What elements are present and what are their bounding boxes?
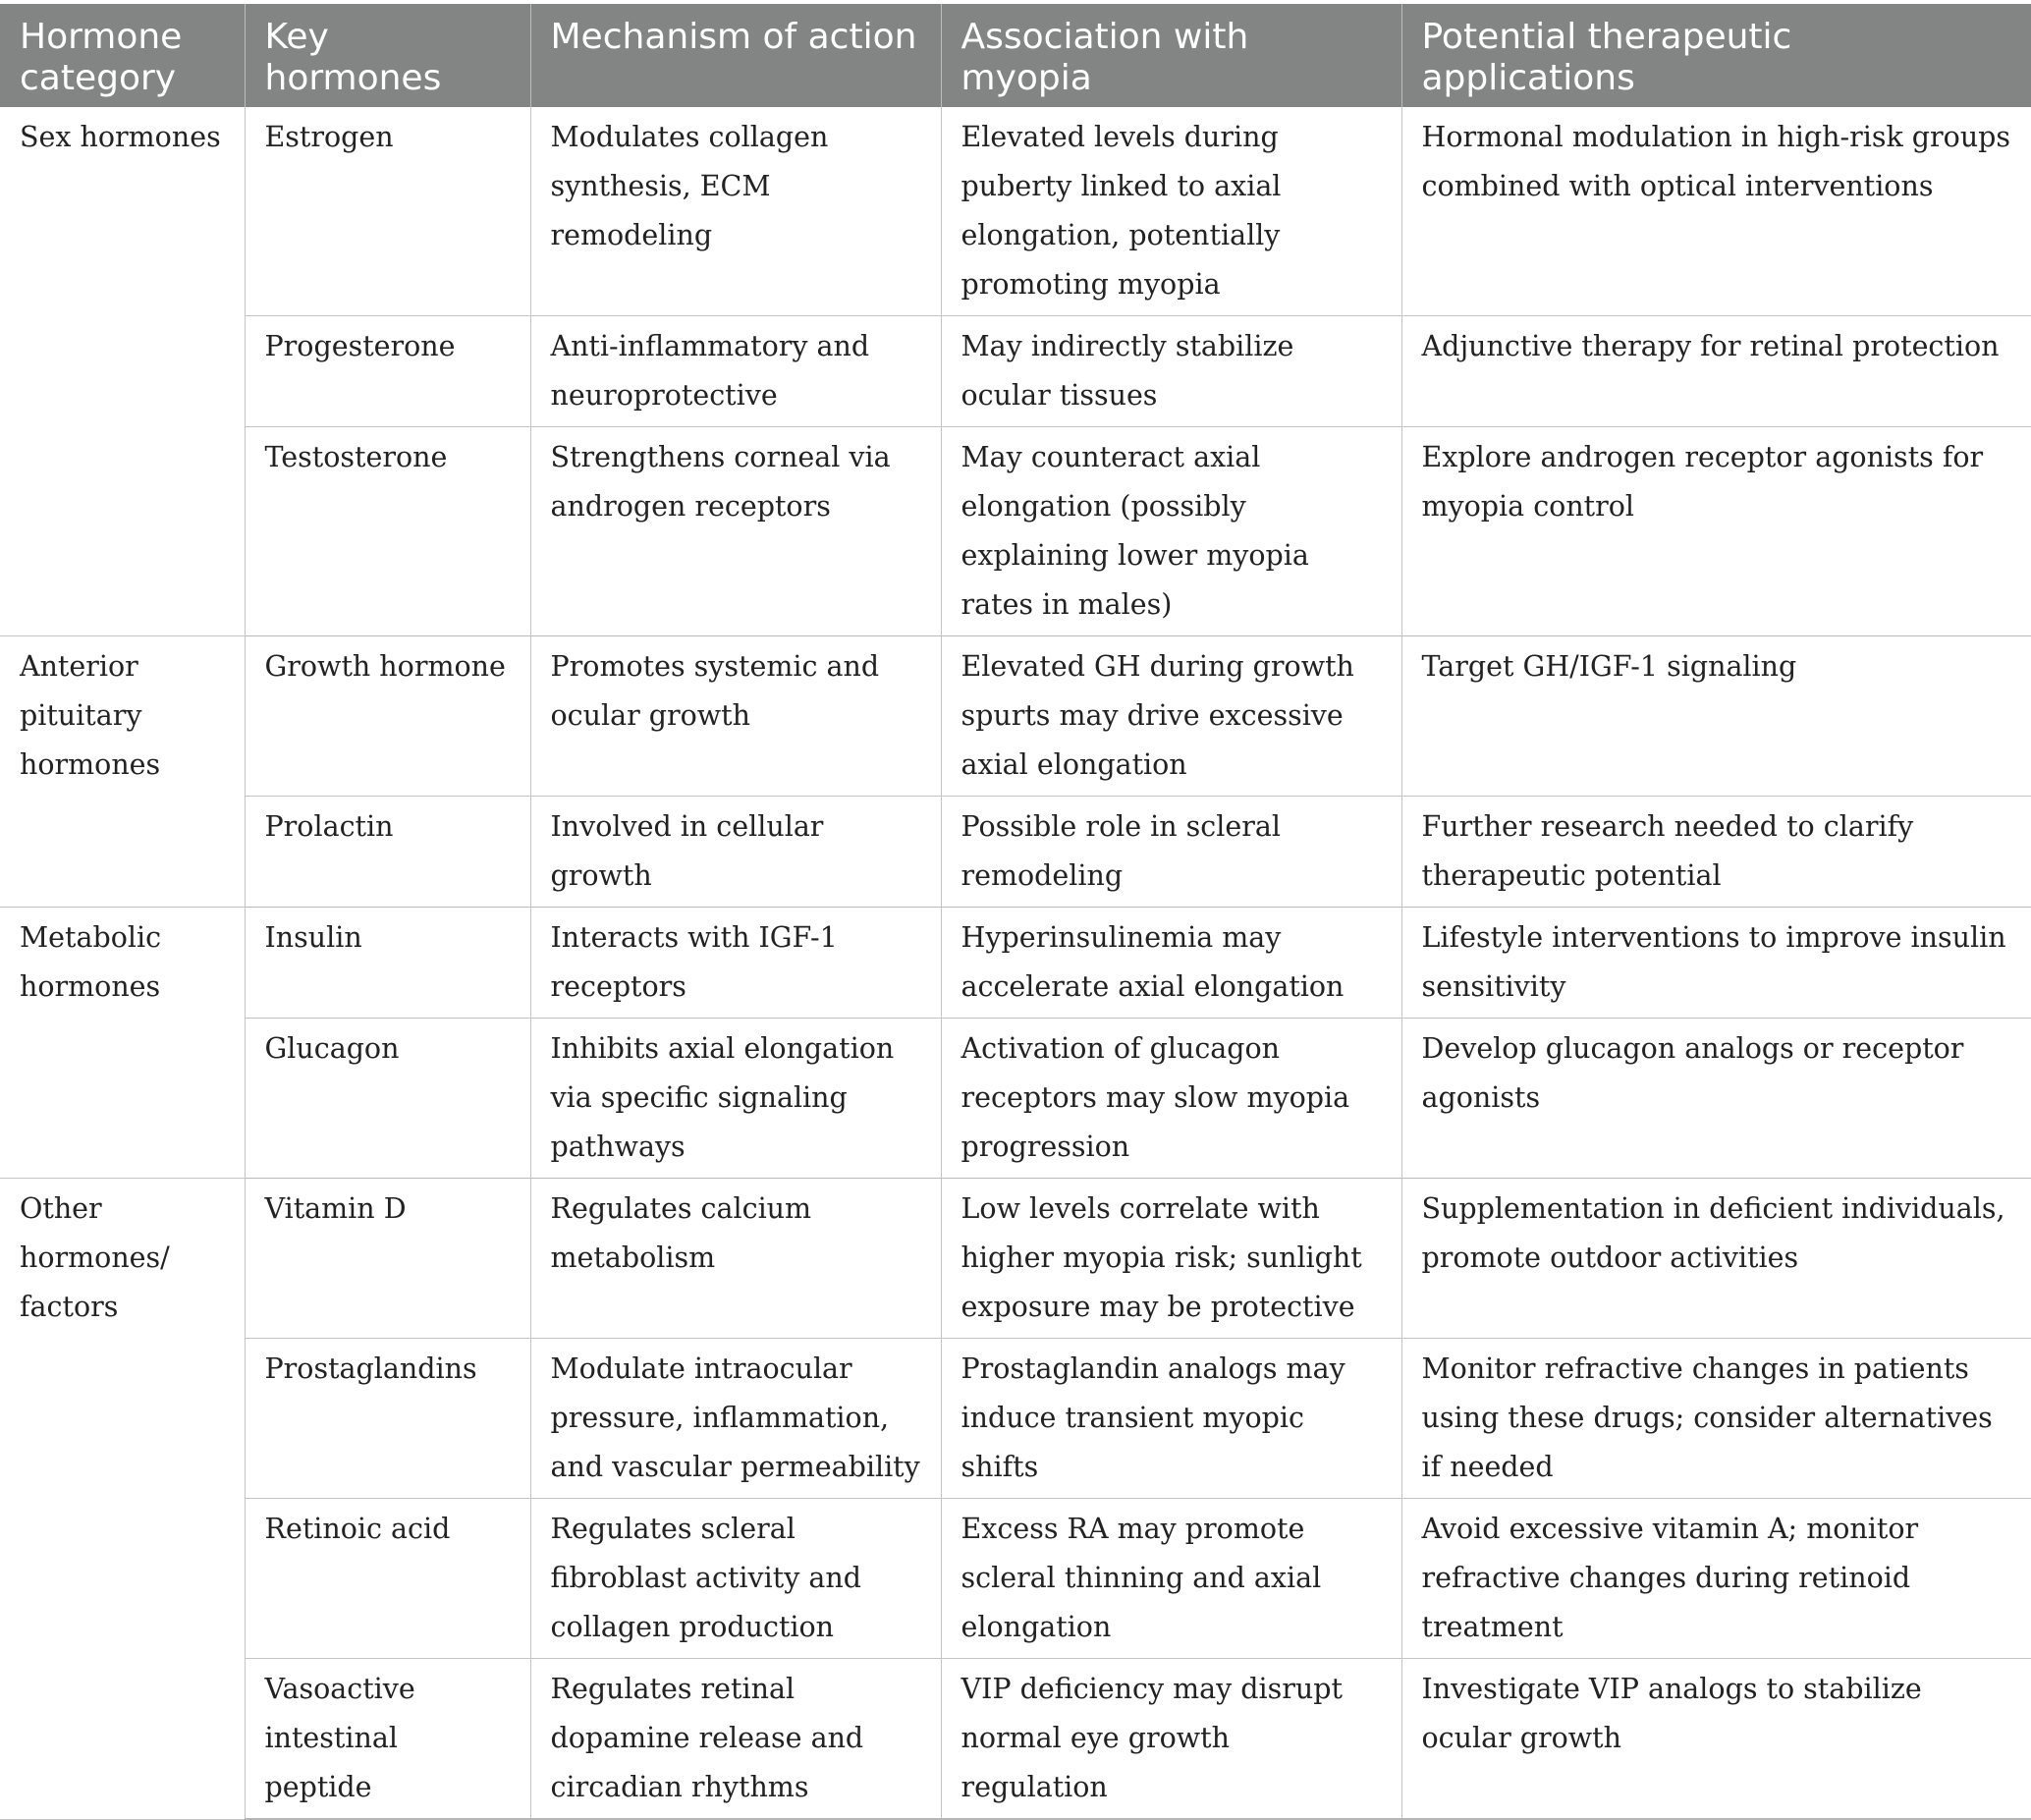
hormone-cell: Prolactin: [245, 797, 530, 908]
table-row: [0, 636, 2031, 797]
therapeutic-cell: Adjunctive therapy for retinal protection: [1401, 316, 2031, 427]
hormone-cell: Vasoactive intestinal peptide: [245, 1659, 530, 1820]
therapeutic-cell: Further research needed to clarify therapeutic potential: [1401, 797, 2031, 908]
hormone-cell: Testosterone: [245, 427, 530, 636]
table-row: [0, 107, 2031, 316]
association-cell: May counteract axial elongation (possibly explaining lower myopia rates in males): [941, 427, 1401, 636]
table-header: [0, 4, 2031, 107]
table-row: [0, 797, 2031, 908]
table-body: [0, 107, 2031, 1819]
category-cell: Other hormones/ factors: [0, 1179, 245, 1820]
table-row: [0, 316, 2031, 427]
hormone-cell: Prostaglandins: [245, 1339, 530, 1499]
hormone-cell: Retinoic acid: [245, 1499, 530, 1659]
hormone-myopia-table: [0, 4, 2031, 1820]
therapeutic-cell: Avoid excessive vitamin A; monitor refractive changes during retinoid treatment: [1401, 1499, 2031, 1659]
table-row: [0, 1339, 2031, 1499]
table-row: [0, 1499, 2031, 1659]
hormone-cell: Insulin: [245, 908, 530, 1019]
mechanism-cell: Promotes systemic and ocular growth: [530, 636, 941, 797]
mechanism-cell: Anti-inflammatory and neuroprotective: [530, 316, 941, 427]
association-cell: Elevated levels during puberty linked to axial elongation, potentially promoting myopia: [941, 107, 1401, 316]
mechanism-cell: Inhibits axial elongation via specific signaling pathways: [530, 1019, 941, 1179]
association-cell: VIP deficiency may disrupt normal eye growth regulation: [941, 1659, 1401, 1820]
mechanism-cell: Regulates retinal dopamine release and circadian rhythms: [530, 1659, 941, 1820]
association-cell: Low levels correlate with higher myopia risk; sunlight exposure may be protective: [941, 1179, 1401, 1339]
therapeutic-cell: Lifestyle interventions to improve insulin sensitivity: [1401, 908, 2031, 1019]
association-cell: Elevated GH during growth spurts may drive excessive axial elongation: [941, 636, 1401, 797]
mechanism-cell: Involved in cellular growth: [530, 797, 941, 908]
hormone-cell: Glucagon: [245, 1019, 530, 1179]
header-hormone-category: Hormone category: [0, 4, 245, 107]
association-cell: May indirectly stabilize ocular tissues: [941, 316, 1401, 427]
hormone-cell: Progesterone: [245, 316, 530, 427]
table-row: [0, 908, 2031, 1019]
category-cell: Anterior pituitary hormones: [0, 636, 245, 908]
table-row: [0, 427, 2031, 636]
hormone-cell: Estrogen: [245, 107, 530, 316]
header-row: [0, 4, 2031, 107]
association-cell: Excess RA may promote scleral thinning and axial elongation: [941, 1499, 1401, 1659]
mechanism-cell: Regulates calcium metabolism: [530, 1179, 941, 1339]
association-cell: Hyperinsulinemia may accelerate axial elongation: [941, 908, 1401, 1019]
therapeutic-cell: Monitor refractive changes in patients using these drugs; consider alternatives if needed: [1401, 1339, 2031, 1499]
header-association-with-myopia: Association with myopia: [941, 4, 1401, 107]
therapeutic-cell: Investigate VIP analogs to stabilize ocular growth: [1401, 1659, 2031, 1820]
mechanism-cell: Modulate intraocular pressure, inflammation, and vascular permeability: [530, 1339, 941, 1499]
association-cell: Possible role in scleral remodeling: [941, 797, 1401, 908]
therapeutic-cell: Supplementation in deficient individuals, promote outdoor activities: [1401, 1179, 2031, 1339]
category-cell: Sex hormones: [0, 107, 245, 636]
mechanism-cell: Regulates scleral fibroblast activity and collagen production: [530, 1499, 941, 1659]
table-row: [0, 1659, 2031, 1820]
category-cell: Metabolic hormones: [0, 908, 245, 1179]
therapeutic-cell: Hormonal modulation in high-risk groups combined with optical interventions: [1401, 107, 2031, 316]
hormone-cell: Vitamin D: [245, 1179, 530, 1339]
table-row: [0, 1179, 2031, 1339]
therapeutic-cell: Target GH/IGF-1 signaling: [1401, 636, 2031, 797]
header-therapeutic-applications: Potential therapeutic applications: [1401, 4, 2031, 107]
hormone-cell: Growth hormone: [245, 636, 530, 797]
association-cell: Activation of glucagon receptors may slow myopia progression: [941, 1019, 1401, 1179]
table-row: [0, 1019, 2031, 1179]
header-key-hormones: Key hormones: [245, 4, 530, 107]
therapeutic-cell: Develop glucagon analogs or receptor agonists: [1401, 1019, 2031, 1179]
association-cell: Prostaglandin analogs may induce transient myopic shifts: [941, 1339, 1401, 1499]
mechanism-cell: Interacts with IGF-1 receptors: [530, 908, 941, 1019]
hormone-myopia-table-container: [0, 4, 2031, 1820]
header-mechanism-of-action: Mechanism of action: [530, 4, 941, 107]
mechanism-cell: Strengthens corneal via androgen receptors: [530, 427, 941, 636]
therapeutic-cell: Explore androgen receptor agonists for myopia control: [1401, 427, 2031, 636]
mechanism-cell: Modulates collagen synthesis, ECM remodeling: [530, 107, 941, 316]
